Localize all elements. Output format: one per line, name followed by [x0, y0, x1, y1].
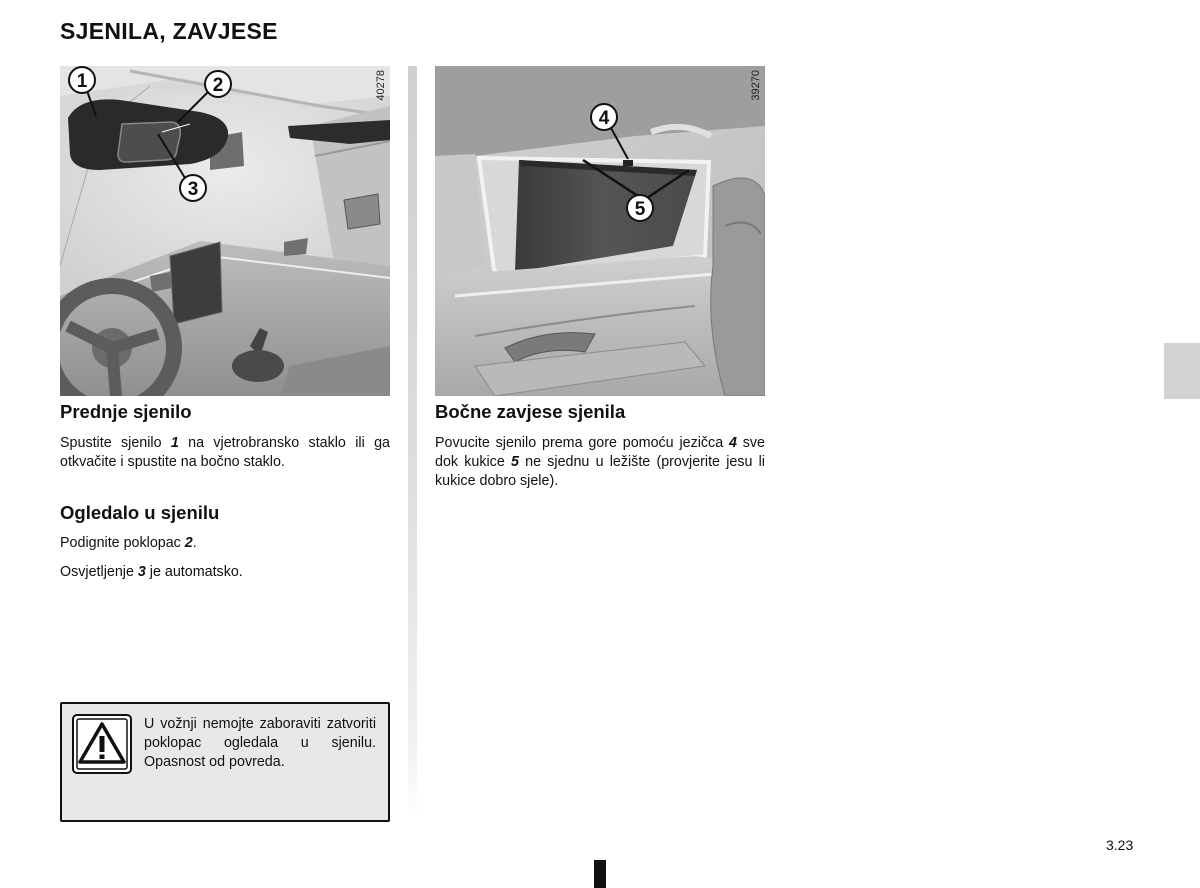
figure-code: 40278	[375, 70, 387, 101]
visor-mirror-heading: Ogledalo u sjenilu	[60, 502, 220, 523]
svg-text:3: 3	[187, 179, 199, 200]
svg-text:4: 4	[598, 108, 610, 129]
chapter-tab	[1164, 343, 1200, 399]
side-curtains-text: Povucite sjenilo prema gore pomoću jezičca 4 sve dok kukice 5 ne sjednu u ležište (provjerite jesu li kukice dobro sjele).	[435, 435, 765, 489]
side-curtain-illustration	[435, 66, 765, 396]
warning-triangle-icon	[72, 714, 132, 774]
visor-mirror-text-1: Podignite poklopac 2.	[60, 535, 197, 551]
callout-2	[205, 71, 231, 97]
callout-4	[591, 104, 617, 130]
page-title: SJENILA, ZAVJESE	[60, 18, 278, 44]
side-curtains-heading: Bočne zavjese sjenila	[435, 401, 626, 422]
page-number: 3.23	[1106, 837, 1134, 853]
sun-visor-illustration	[60, 66, 390, 396]
svg-text:5: 5	[634, 199, 646, 220]
callout-3	[180, 175, 206, 201]
front-visor-heading: Prednje sjenilo	[60, 401, 192, 422]
column-divider	[408, 66, 417, 818]
visor-mirror-text-2: Osvjetljenje 3 je automatsko.	[60, 564, 243, 580]
front-visor-text: Spustite sjenilo 1 na vjetrobransko staklo ili ga otkvačite i spustite na bočno staklo.	[60, 435, 390, 470]
callout-1	[69, 67, 95, 93]
warning-box	[60, 702, 390, 822]
sun-visor-drawing	[60, 66, 390, 396]
side-curtain-drawing	[435, 66, 765, 396]
callout-5	[627, 195, 653, 221]
svg-text:2: 2	[212, 75, 224, 96]
binding-mark	[594, 860, 606, 888]
svg-text:1: 1	[76, 71, 88, 92]
figure-code: 39270	[750, 70, 762, 101]
warning-text: U vožnji nemojte zaboraviti zatvoriti poklopac ogledala u sjenilu. Opasnost od povreda.	[144, 716, 376, 770]
